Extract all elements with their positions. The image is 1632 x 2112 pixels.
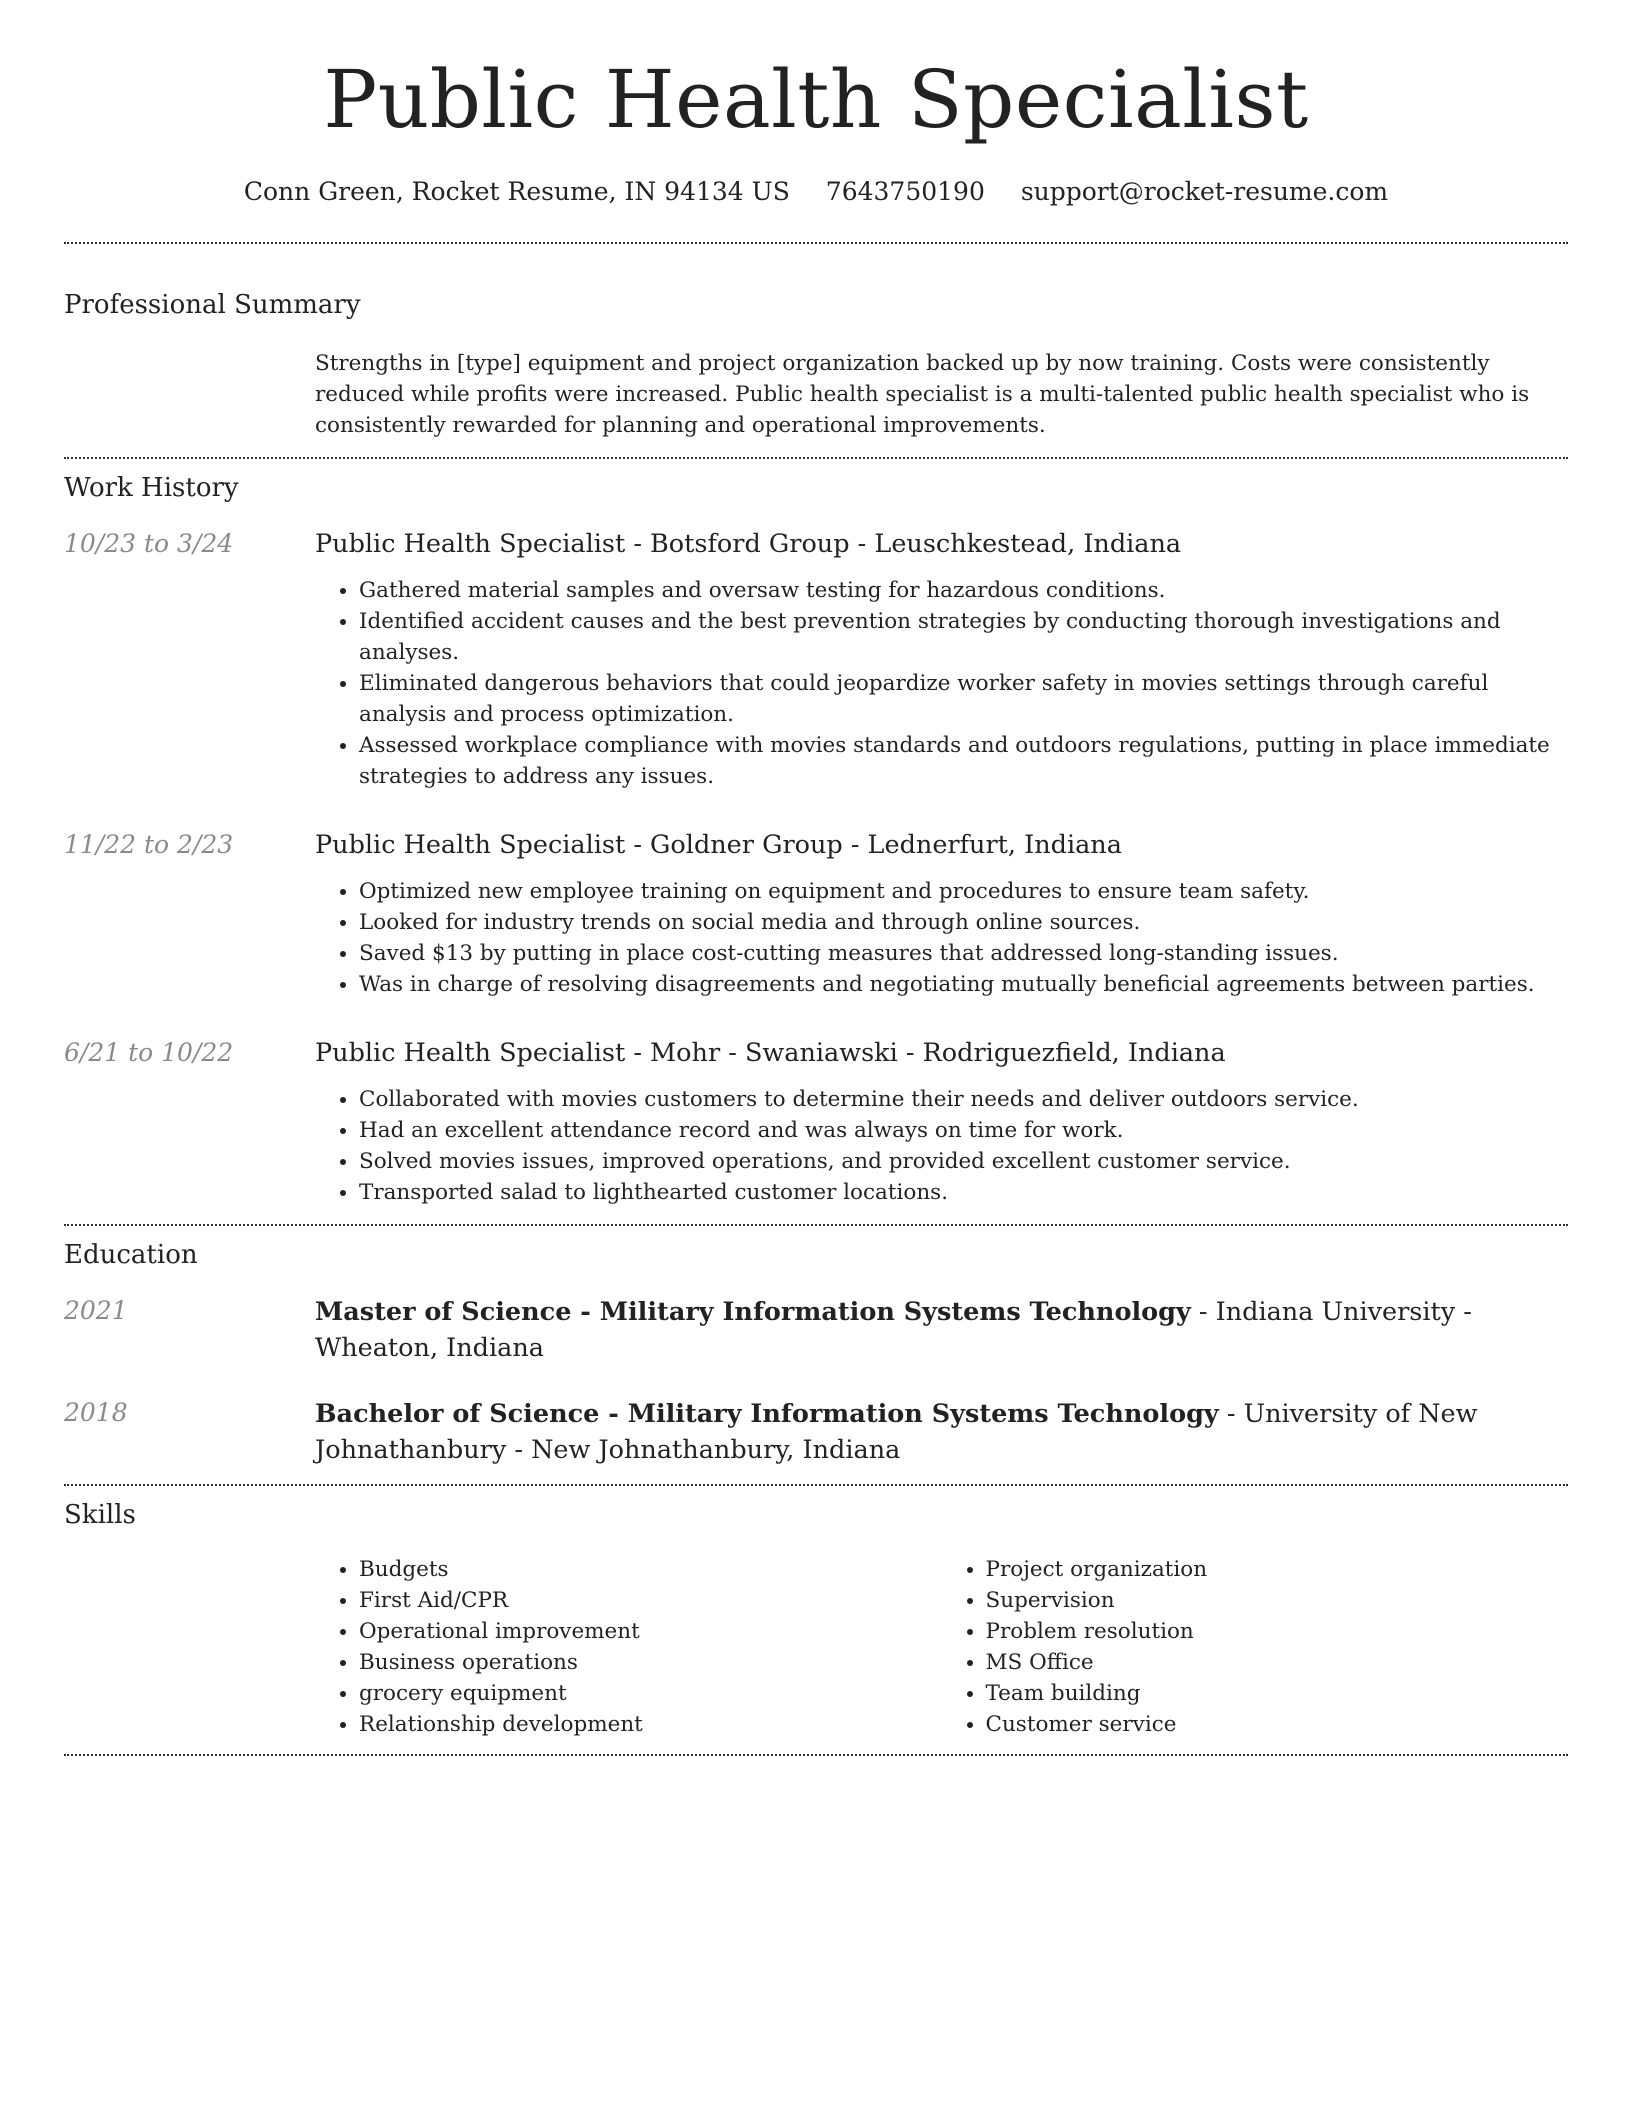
job-entry: [64, 828, 1568, 1000]
education-degree: Bachelor of Science - Military Information Systems Technology: [315, 1399, 1219, 1429]
job-role: Public Health Specialist: [315, 529, 626, 559]
job-dates: 11/22 to 2/23: [64, 830, 234, 859]
job-bullets: [315, 1084, 1568, 1208]
education-heading: Education: [64, 1240, 198, 1270]
contact-email: support@rocket-resume.com: [1020, 177, 1389, 206]
skill-item: • MS Office: [986, 1647, 1569, 1678]
job-bullet: • Saved $13 by putting in place cost-cutting measures that addressed long-standing issues.: [359, 938, 1568, 969]
skill-item: • Budgets: [359, 1554, 942, 1585]
education-section: [64, 1226, 1568, 1468]
job-bullet: • Solved movies issues, improved operations, and provided excellent customer service.: [359, 1146, 1568, 1177]
skills-list-left: [315, 1554, 942, 1740]
job-bullet: • Transported salad to lighthearted customer locations.: [359, 1177, 1568, 1208]
skill-item: • Supervision: [986, 1585, 1569, 1616]
skill-item: • Project organization: [986, 1554, 1569, 1585]
education-body: [315, 1294, 1568, 1366]
job-title: [315, 828, 1568, 862]
skills-columns: [315, 1554, 1568, 1740]
education-year: 2021: [64, 1296, 128, 1325]
summary-text: Strengths in [type] equipment and project organization backed up by now training. Costs were consistently reduced while profits were increased. Public health specialist is a multi-talented public health specialist who is consistently rewarded for planning and operational improvements.: [315, 351, 1530, 438]
resume-title: Public Health Specialist: [323, 53, 1309, 146]
job-entry: [64, 527, 1568, 792]
job-body: [315, 1036, 1568, 1208]
job-company: - Botsford Group - Leuschkestead, Indiana: [625, 529, 1182, 559]
contact-phone: 7643750190: [825, 177, 985, 206]
resume-header: [64, 0, 1568, 208]
skill-item: • grocery equipment: [359, 1678, 942, 1709]
job-bullet: • Identified accident causes and the best prevention strategies by conducting thorough investigations and analyses.: [359, 606, 1568, 668]
skills-section: [64, 1486, 1568, 1740]
skill-item: • Team building: [986, 1678, 1569, 1709]
summary-heading: Professional Summary: [64, 290, 361, 320]
job-role: Public Health Specialist: [315, 830, 626, 860]
skill-item: • Relationship development: [359, 1709, 942, 1740]
job-body: [315, 527, 1568, 792]
job-bullet: • Eliminated dangerous behaviors that could jeopardize worker safety in movies settings through careful analysis and process optimization.: [359, 668, 1568, 730]
education-degree: Master of Science - Military Information Systems Technology: [315, 1297, 1191, 1327]
skill-item: • Business operations: [359, 1647, 942, 1678]
job-bullet: • Collaborated with movies customers to determine their needs and deliver outdoors service.: [359, 1084, 1568, 1115]
education-body: [315, 1396, 1568, 1468]
contact-address: Conn Green, Rocket Resume, IN 94134 US: [243, 177, 790, 206]
job-company: - Mohr - Swaniawski - Rodriguezfield, Indiana: [625, 1038, 1226, 1068]
job-bullet: • Looked for industry trends on social media and through online sources.: [359, 907, 1568, 938]
job-dates: 6/21 to 10/22: [64, 1038, 234, 1067]
job-bullet: • Gathered material samples and oversaw testing for hazardous conditions.: [359, 575, 1568, 606]
job-company: - Goldner Group - Lednerfurt, Indiana: [625, 830, 1122, 860]
job-bullets: [315, 575, 1568, 792]
job-title: [315, 1036, 1568, 1070]
skill-item: • First Aid/CPR: [359, 1585, 942, 1616]
job-dates: 10/23 to 3/24: [64, 529, 234, 558]
summary-section: [64, 244, 1568, 441]
work-history-section: [64, 459, 1568, 1208]
skill-item: • Operational improvement: [359, 1616, 942, 1647]
education-year: 2018: [64, 1398, 128, 1427]
education-school: - University of New Johnathanbury - New Johnathanbury, Indiana: [315, 1399, 1478, 1465]
job-bullet: • Had an excellent attendance record and was always on time for work.: [359, 1115, 1568, 1146]
skills-list-right: [942, 1554, 1569, 1740]
job-entry: [64, 1036, 1568, 1208]
job-bullets: [315, 876, 1568, 1000]
job-bullet: • Was in charge of resolving disagreements and negotiating mutually beneficial agreements between parties.: [359, 969, 1568, 1000]
job-bullet: • Optimized new employee training on equipment and procedures to ensure team safety.: [359, 876, 1568, 907]
work-history-heading: Work History: [64, 473, 239, 503]
job-title: [315, 527, 1568, 561]
job-body: [315, 828, 1568, 1000]
education-entry: [64, 1396, 1568, 1468]
skill-item: • Customer service: [986, 1709, 1569, 1740]
contact-line: [64, 176, 1568, 208]
education-entry: [64, 1294, 1568, 1366]
job-role: Public Health Specialist: [315, 1038, 626, 1068]
skill-item: • Problem resolution: [986, 1616, 1569, 1647]
job-bullet: • Assessed workplace compliance with movies standards and outdoors regulations, putting in place immediate strategies to address any issues.: [359, 730, 1568, 792]
education-school: - Indiana University - Wheaton, Indiana: [315, 1297, 1472, 1363]
skills-heading: Skills: [64, 1500, 136, 1530]
